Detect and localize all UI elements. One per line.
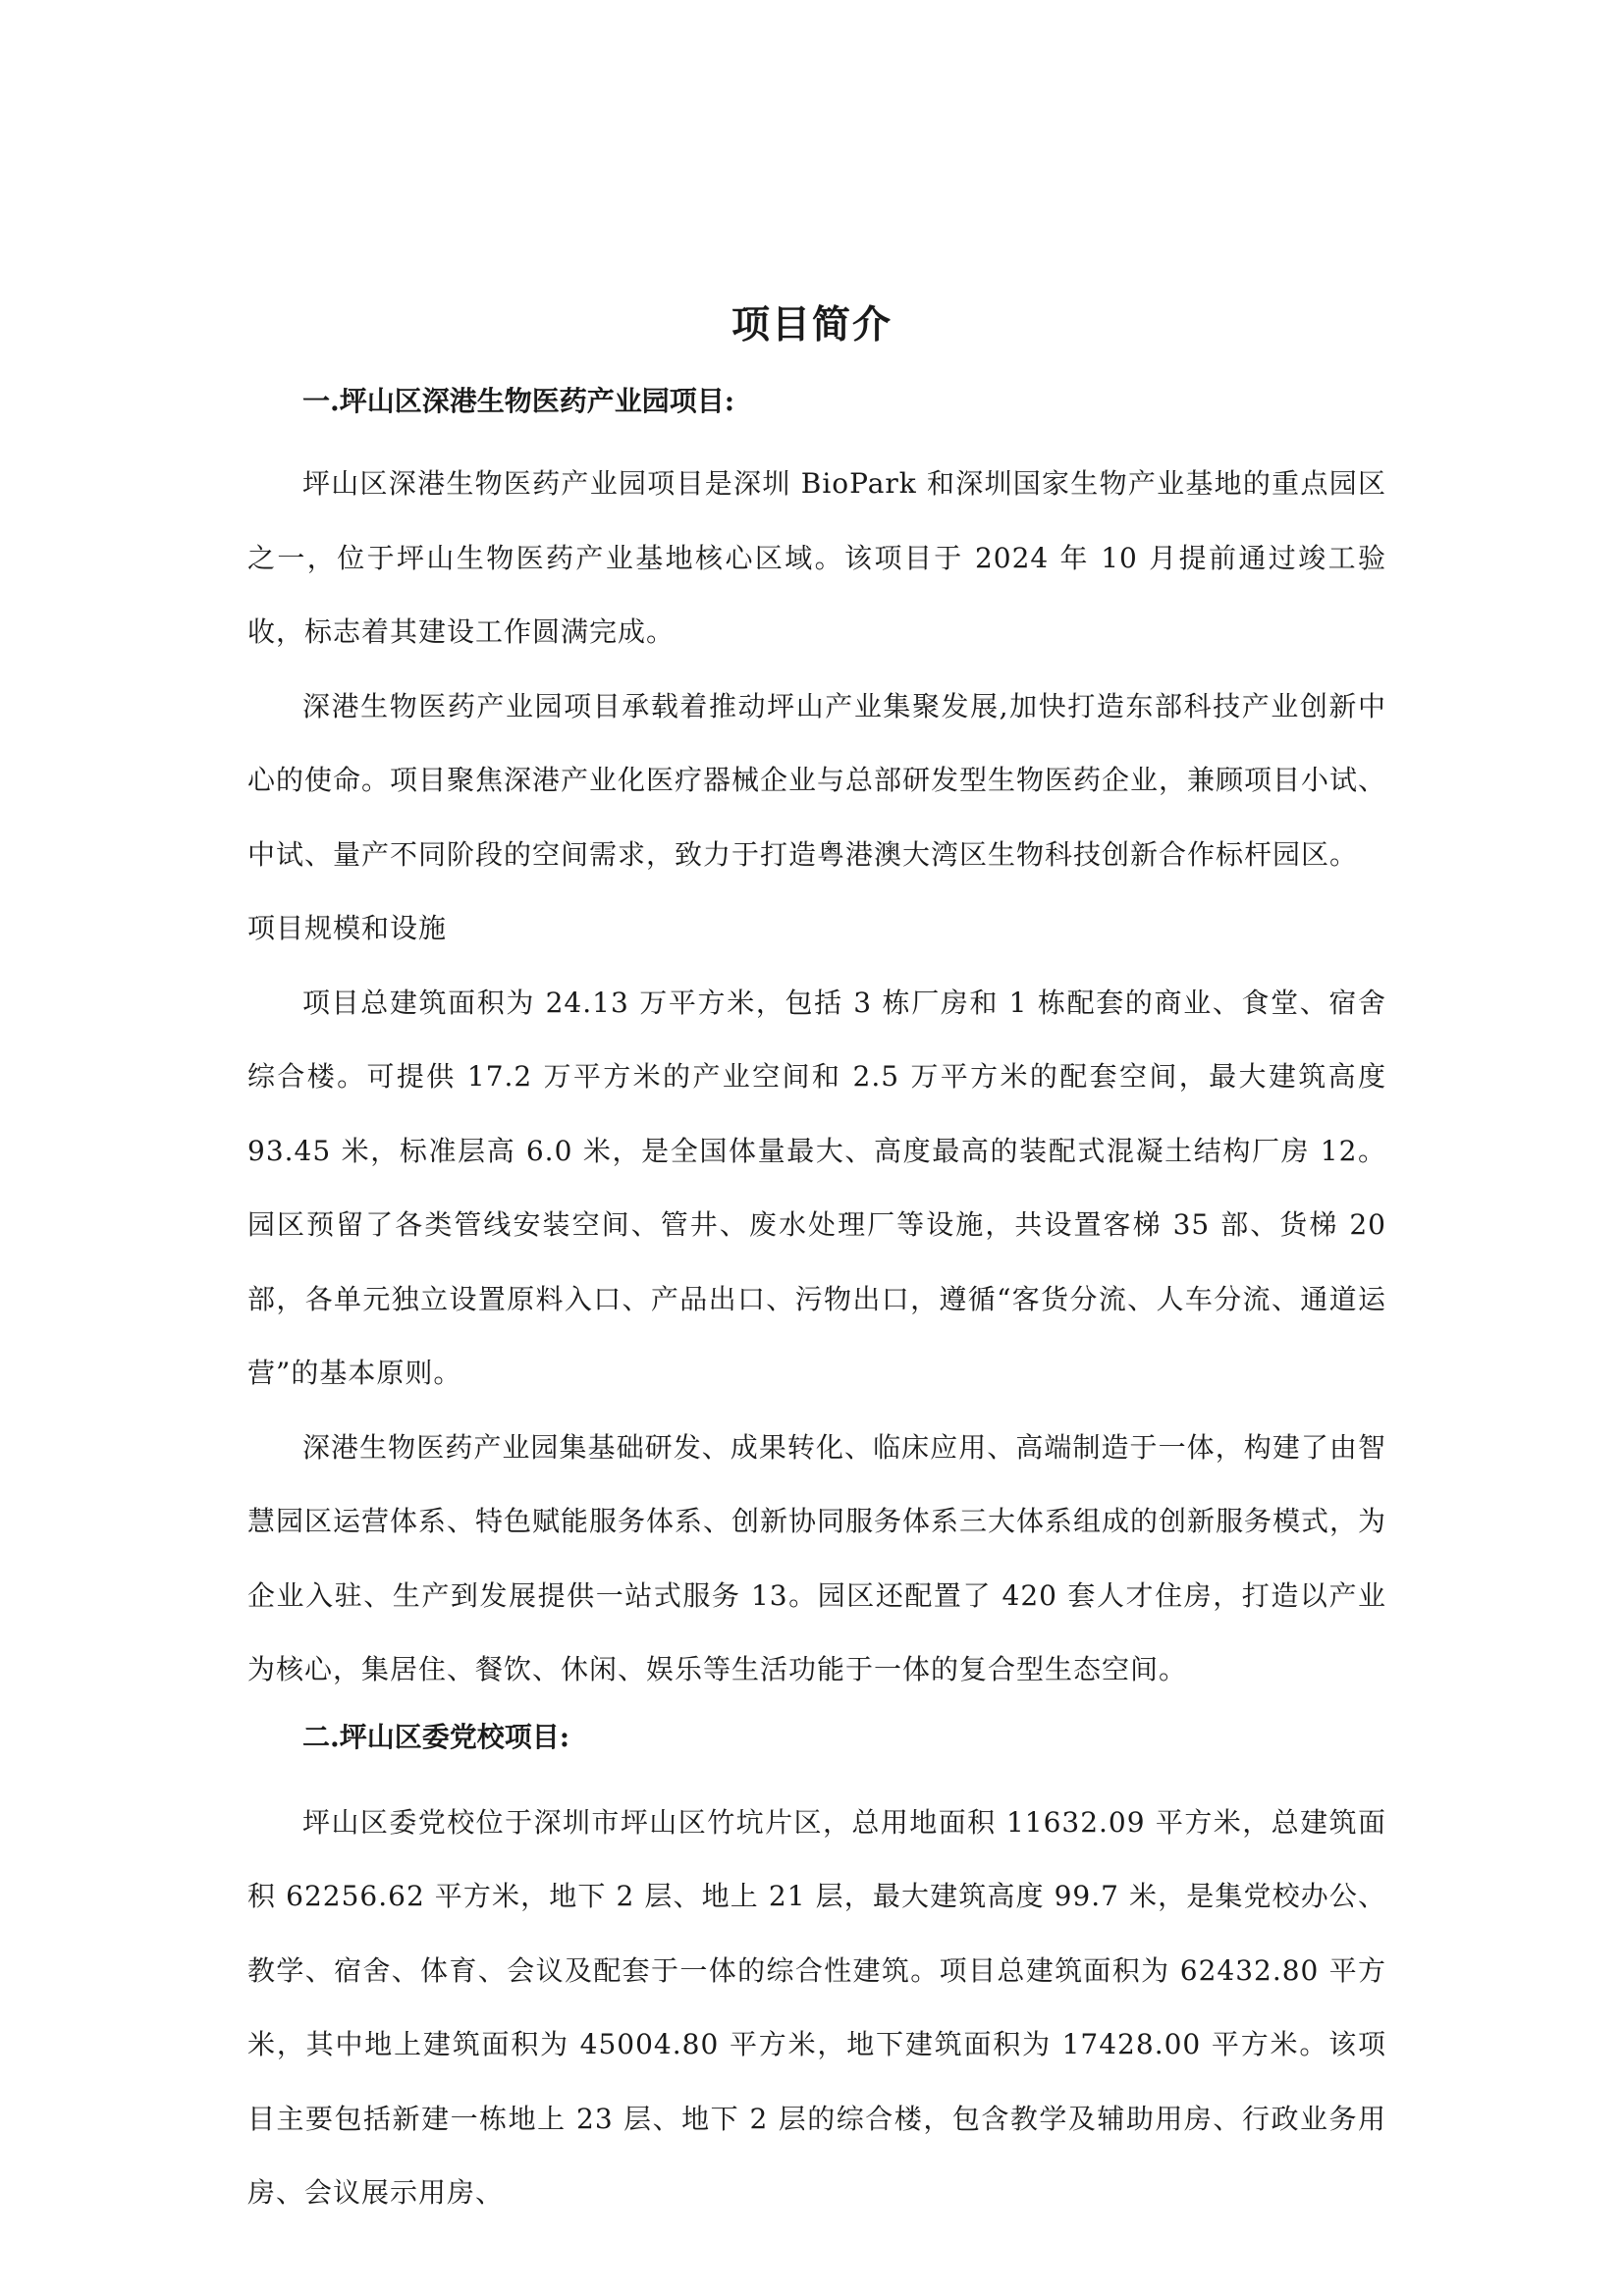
spacer [247, 430, 1386, 447]
section2-paragraph-1: 坪山区委党校位于深圳市坪山区竹坑片区，总用地面积 11632.09 平方米，总建筑面积 62256.62 平方米，地下 2 层、地上 21 层，最大建筑高度 99.7 米，是集党校办公、教学、宿舍、体育、会议及配套于一体的综合性建筑。项目总建筑面积为 62432.80 平方米，其中地上建筑面积为 45004.80 平方米，地下建筑面积为 17428.00 平方米。该项目主要包括新建一栋地上 23 层、地下 2 层的综合楼，包含教学及辅助用房、行政业务用房、会议展示用房、 [247, 1805, 1386, 2209]
section1-paragraph-2: 深港生物医药产业园项目承载着推动坪山产业集聚发展,加快打造东部科技产业创新中心的使命。项目聚焦深港产业化医疗器械企业与总部研发型生物医药企业，兼顾项目小试、中试、量产不同阶段的空间需求，致力于打造粤港澳大湾区生物科技创新合作标杆园区。 [247, 689, 1387, 871]
section1-paragraph-3: 项目总建筑面积为 24.13 万平方米，包括 3 栋厂房和 1 栋配套的商业、食堂、宿舍综合楼。可提供 17.2 万平方米的产业空间和 2.5 万平方米的配套空间，最大建筑高度 93.45 米，标准层高 6.0 米，是全国体量最大、高度最高的装配式混凝土结构厂房 12。园区预留了各类管线安装空间、管井、废水处理厂等设施，共设置客梯 35 部、货梯 20 部，各单元独立设置原料入口、产品出口、污物出口，遵循“客货分流、人车分流、通道运营”的基本原则。 [247, 986, 1386, 1389]
section1-paragraph-4: 深港生物医药产业园集基础研发、成果转化、临床应用、高端制造于一体，构建了由智慧园区运营体系、特色赋能服务体系、创新协同服务体系三大体系组成的创新服务模式，为企业入驻、生产到发展提供一站式服务 13。园区还配置了 420 套人才住房，打造以产业为核心，集居住、餐饮、休闲、娱乐等生活功能于一体的复合型生态空间。 [247, 1430, 1387, 1685]
section-heading-1: 一.坪山区深港生物医药产业园项目: [302, 385, 735, 417]
section1-paragraph-1: 坪山区深港生物医药产业园项目是深圳 BioPark 和深圳国家生物产业基地的重点园区之一，位于坪山生物医药产业基地核心区域。该项目于 2024 年 10 月提前通过竣工验收，标志着其建设工作圆满完成。 [247, 467, 1386, 648]
subsection-heading-scale-facilities: 项目规模和设施 [247, 912, 448, 944]
section-heading-2: 二.坪山区委党校项目: [302, 1720, 570, 1753]
spacer [247, 1766, 1386, 1786]
document-title: 项目简介 [731, 302, 893, 347]
document-body [247, 373, 1386, 2230]
